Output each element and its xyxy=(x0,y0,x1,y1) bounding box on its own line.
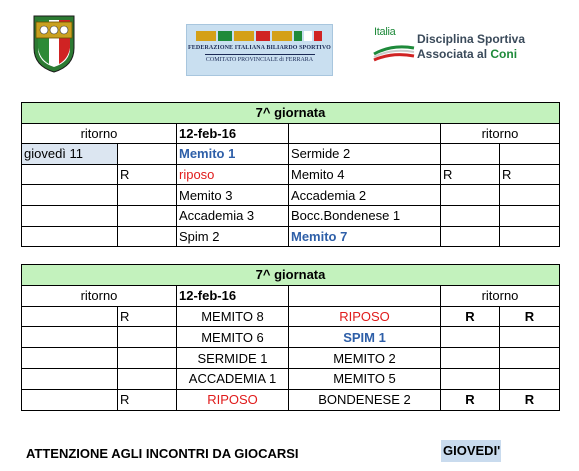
return-label-right: ritorno xyxy=(441,123,560,144)
away-team: MEMITO 5 xyxy=(289,368,441,389)
committee-name: COMITATO PROVINCIALE di FERRARA xyxy=(205,57,314,63)
home-team: MEMITO 8 xyxy=(177,306,289,327)
table-row xyxy=(22,144,560,165)
divider xyxy=(205,54,315,55)
return-label-right: ritorno xyxy=(441,285,560,306)
home-team: SERMIDE 1 xyxy=(177,348,289,369)
table-row xyxy=(22,348,560,369)
table-row xyxy=(22,306,560,327)
home-team: RIPOSO xyxy=(177,389,289,410)
away-team: Sermide 2 xyxy=(289,144,441,165)
coni-line2: Associata al Coni xyxy=(417,47,518,61)
home-team: riposo xyxy=(177,164,289,185)
away-team: SPIM 1 xyxy=(289,327,441,348)
home-team: Accademia 3 xyxy=(177,205,289,226)
table-row xyxy=(22,226,560,247)
fibis-wordmark-icon xyxy=(191,29,326,43)
away-team: Bocc.Bondenese 1 xyxy=(289,205,441,226)
away-team: RIPOSO xyxy=(289,306,441,327)
round-title: 7^ giornata xyxy=(22,265,560,286)
home-team: Memito 1 xyxy=(177,144,289,165)
home-team: Memito 3 xyxy=(177,185,289,206)
tricolor-swoosh-icon xyxy=(372,40,416,62)
away-team: BONDENESE 2 xyxy=(289,389,441,410)
away-team: Memito 4 xyxy=(289,164,441,185)
rest-marker: R xyxy=(118,306,177,327)
table-row xyxy=(22,327,560,348)
schedule-table-2 xyxy=(21,264,560,411)
table-row xyxy=(22,368,560,389)
return-label-left: ritorno xyxy=(22,285,177,306)
rest-marker: R xyxy=(441,306,500,327)
rest-marker: R xyxy=(118,389,177,410)
return-label-left: ritorno xyxy=(22,123,177,144)
thursday-label: GIOVEDI' xyxy=(441,440,501,462)
fibis-shield-logo xyxy=(30,14,78,74)
table-header-row xyxy=(22,285,560,306)
home-team: ACCADEMIA 1 xyxy=(177,368,289,389)
table-row xyxy=(22,205,560,226)
round-title: 7^ giornata xyxy=(22,103,560,124)
rest-marker: R xyxy=(441,164,500,185)
rest-marker: R xyxy=(500,389,560,410)
schedule-table-1 xyxy=(21,102,560,247)
match-date: 12-feb-16 xyxy=(177,123,289,144)
rest-marker: R xyxy=(500,306,560,327)
table-row xyxy=(22,185,560,206)
away-team: Accademia 2 xyxy=(289,185,441,206)
table-row xyxy=(22,164,560,185)
rest-marker: R xyxy=(118,164,177,185)
rest-marker: R xyxy=(441,389,500,410)
home-team: MEMITO 6 xyxy=(177,327,289,348)
coni-logo xyxy=(370,22,548,66)
away-team: MEMITO 2 xyxy=(289,348,441,369)
table-title-row xyxy=(22,265,560,286)
home-team: Spim 2 xyxy=(177,226,289,247)
rest-marker: R xyxy=(500,164,560,185)
italia-wordmark: Italia xyxy=(374,26,396,38)
federation-logo xyxy=(186,24,333,76)
table-header-row xyxy=(22,123,560,144)
coni-line1: Disciplina Sportiva xyxy=(417,32,526,46)
table-row xyxy=(22,389,560,410)
table-title-row xyxy=(22,103,560,124)
federation-name: FEDERAZIONE ITALIANA BILIARDO SPORTIVO xyxy=(188,45,331,51)
day-cell: giovedì 11 xyxy=(22,144,118,165)
match-date: 12-feb-16 xyxy=(177,285,289,306)
attention-notice: ATTENZIONE AGLI INCONTRI DA GIOCARSI xyxy=(26,446,299,461)
away-team: Memito 7 xyxy=(289,226,441,247)
